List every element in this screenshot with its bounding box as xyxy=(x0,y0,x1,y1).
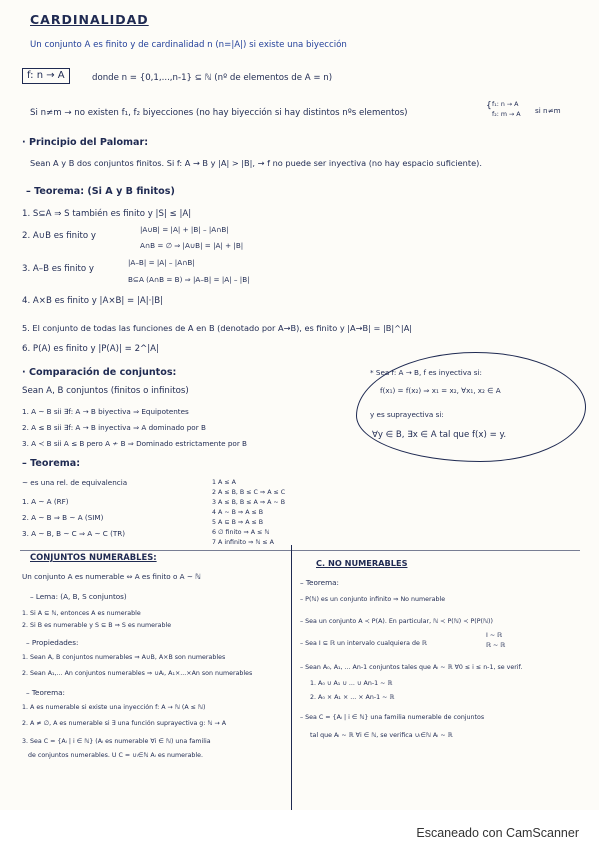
comparacion-teorema-item-2: 2. A ~ B ⇒ B ~ A (SIM) xyxy=(22,513,104,522)
cloud-line-2: f(x₁) = f(x₂) ⇒ x₁ = x₂, ∀x₁, x₂ ∈ A xyxy=(380,386,501,395)
propiedad-item-1: 1. Sean A, B conjuntos numerables ⇒ A∪B, A×B son numerables xyxy=(22,654,226,661)
no-numerables-heading: C. NO NUMERABLES xyxy=(316,558,408,568)
lema-item-1: 1. Si A ⊆ ℕ, entonces A es numerable xyxy=(22,610,141,617)
numerables-teorema-item-3: 3. Sea C = {Aᵢ | i ∈ ℕ} (Aᵢ es numerable ∀i ∈ ℕ) una familia xyxy=(22,738,211,745)
interval-note-a: I ~ ℝ xyxy=(486,632,503,639)
teorema-1-item-2: 2. A∪B es finito y xyxy=(22,231,96,241)
teorema-1-item-6: 6. P(A) es finito y |P(A)| = 2^|A| xyxy=(22,344,159,354)
bijection-box: f: n → A xyxy=(22,68,70,84)
relation-list-item-4: 4 A ~ B ⇒ A ≤ B xyxy=(212,509,264,516)
no-numerables-item-2: – Sea un conjunto A ≺ P(A). En particular, ℕ ≺ P(ℕ) ≺ P(P(ℕ)) xyxy=(300,618,493,625)
numerables-teorema-item-1: 1. A es numerable si existe una inyección f: A → ℕ (A ≤ ℕ) xyxy=(22,704,206,711)
no-numerables-item-4b: 2. A₀ × A₁ × ... × An-1 ~ ℝ xyxy=(310,694,395,701)
teorema-1-heading: – Teorema: (Si A y B finitos) xyxy=(26,186,175,197)
relation-list-item-1: 1 A ≤ A xyxy=(212,479,236,486)
brace-condition: si n≠m xyxy=(535,106,561,115)
teorema-1-item-5: 5. El conjunto de todas las funciones de A en B (denotado por A→B), es finito y |A→B| = |B|^|A| xyxy=(22,323,413,333)
no-numerables-item-5: – Sea C = {Aᵢ | i ∈ ℕ} una familia numerable de conjuntos xyxy=(300,714,485,721)
brace-left: { xyxy=(486,101,492,111)
no-numerables-item-4: – Sean A₀, A₁, ... An-1 conjuntos tales que Aᵢ ~ ℝ ∀0 ≤ i ≤ n-1, se verif. xyxy=(300,664,523,671)
column-divider xyxy=(291,545,292,825)
interval-note-b: ℝ ~ ℝ xyxy=(486,642,506,649)
teorema-1-item-3: 3. A–B es finito y xyxy=(22,264,94,274)
numerables-teorema-heading: – Teorema: xyxy=(26,688,65,697)
no-numerables-item-1: – P(ℕ) es un conjunto infinito ⇒ No numerable xyxy=(300,596,446,603)
palomar-heading: · Principio del Palomar: xyxy=(22,137,149,148)
teorema-1-item-1: 1. S⊆A ⇒ S también es finito y |S| ≤ |A| xyxy=(22,209,192,219)
propiedades-heading: – Propiedades: xyxy=(26,638,79,647)
teorema-1-item-3b: B⊆A (A∩B = B) ⇒ |A–B| = |A| – |B| xyxy=(128,275,250,284)
si-line: Si n≠m → no existen f₁, f₂ biyecciones (no hay biyección si hay distintos nºs elementos) xyxy=(30,108,408,118)
lema-heading: – Lema: (A, B, S conjuntos) xyxy=(30,592,127,601)
relation-list-item-7: 7 A infinito ⇒ ℕ ≤ A xyxy=(212,539,274,546)
teorema-1-item-3a: |A–B| = |A| – |A∩B| xyxy=(128,258,195,267)
comparacion-heading: · Comparación de conjuntos: xyxy=(22,367,177,378)
relation-list-item-3: 3 A ≤ B, B ≤ A ⇒ A ~ B xyxy=(212,499,286,506)
comparacion-item-2: 2. A ≤ B sii ∃f: A → B inyectiva ⇒ A dominado por B xyxy=(22,423,206,432)
teorema-1-item-2a: |A∪B| = |A| + |B| – |A∩B| xyxy=(140,225,229,234)
cloud-line-3: y es suprayectiva si: xyxy=(370,410,444,419)
numerables-definition: Un conjunto A es numerable ⇔ A es finito o A ~ ℕ xyxy=(22,572,201,581)
no-numerables-teorema: – Teorema: xyxy=(300,578,339,587)
numerables-heading: CONJUNTOS NUMERABLES: xyxy=(30,552,157,562)
no-numerables-item-5-cont: tal que Aᵢ ~ ℝ ∀i ∈ ℕ, se verifica ∪ᵢ∈ℕ Aᵢ ~ ℝ xyxy=(310,732,453,739)
numerables-teorema-item-3-cont: de conjuntos numerables. U C = ∪ᵢ∈ℕ Aᵢ es numerable. xyxy=(28,752,204,759)
comparacion-sub: Sean A, B conjuntos (finitos o infinitos) xyxy=(22,386,189,396)
relation-list-item-5: 5 A ⊆ B ⇒ A ≤ B xyxy=(212,519,264,526)
comparacion-teorema-item-3: 3. A ~ B, B ~ C ⇒ A ~ C (TR) xyxy=(22,529,126,538)
page-title: CARDINALIDAD xyxy=(30,12,149,27)
relation-list-item-2: 2 A ≤ B, B ≤ C ⇒ A ≤ C xyxy=(212,489,286,496)
donde-line: donde n = {0,1,...,n-1} ⊆ ℕ (nº de elementos de A = n) xyxy=(92,73,333,83)
lema-item-2: 2. Si B es numerable y S ⊆ B ⇒ S es numerable xyxy=(22,622,172,629)
comparacion-teorema-heading: – Teorema: xyxy=(22,458,81,469)
comparacion-item-1: 1. A ~ B sii ∃f: A → B biyectiva ⇒ Equipotentes xyxy=(22,407,189,416)
brace-item-1: f₁: n → A xyxy=(492,101,519,108)
scanner-watermark: Escaneado con CamScanner xyxy=(416,826,579,840)
no-numerables-item-4a: 1. A₀ ∪ A₁ ∪ ... ∪ An-1 ~ ℝ xyxy=(310,680,393,687)
numerables-teorema-item-2: 2. A ≠ ∅, A es numerable si ∃ una función suprayectiva g: ℕ → A xyxy=(22,720,227,727)
relation-list-item-6: 6 ∅ finito ⇒ A ≤ ℕ xyxy=(212,529,270,536)
comparacion-teorema-sub: ~ es una rel. de equivalencia xyxy=(22,478,128,487)
no-numerables-item-3: – Sea I ⊆ ℝ un intervalo cualquiera de ℝ xyxy=(300,640,427,647)
section-divider xyxy=(20,550,580,551)
propiedad-item-2: 2. Sean A₁,... An conjuntos numerables ⇒ ∪Aᵢ, A₁×...×An son numerables xyxy=(22,670,253,677)
palomar-text: Sean A y B dos conjuntos finitos. Si f: A → B y |A| > |B|, → f no puede ser inyectiva (no hay espacio suficiente). xyxy=(30,158,482,168)
comparacion-item-3: 3. A ≺ B sii A ≤ B pero A ≁ B ⇒ Dominado estrictamente por B xyxy=(22,439,247,448)
comparacion-teorema-item-1: 1. A ~ A (RF) xyxy=(22,497,69,506)
teorema-1-item-2b: A∩B = ∅ ⇒ |A∪B| = |A| + |B| xyxy=(140,241,244,250)
teorema-1-item-4: 4. A×B es finito y |A×B| = |A|·|B| xyxy=(22,296,164,306)
brace-item-2: f₂: m → A xyxy=(492,111,521,118)
finite-definition: Un conjunto A es finito y de cardinalidad n (n=|A|) si existe una biyección xyxy=(30,40,347,50)
cloud-line-1: * Sea f: A → B, f es inyectiva si: xyxy=(370,368,482,377)
cloud-line-4: ∀y ∈ B, ∃x ∈ A tal que f(x) = y. xyxy=(372,430,507,440)
